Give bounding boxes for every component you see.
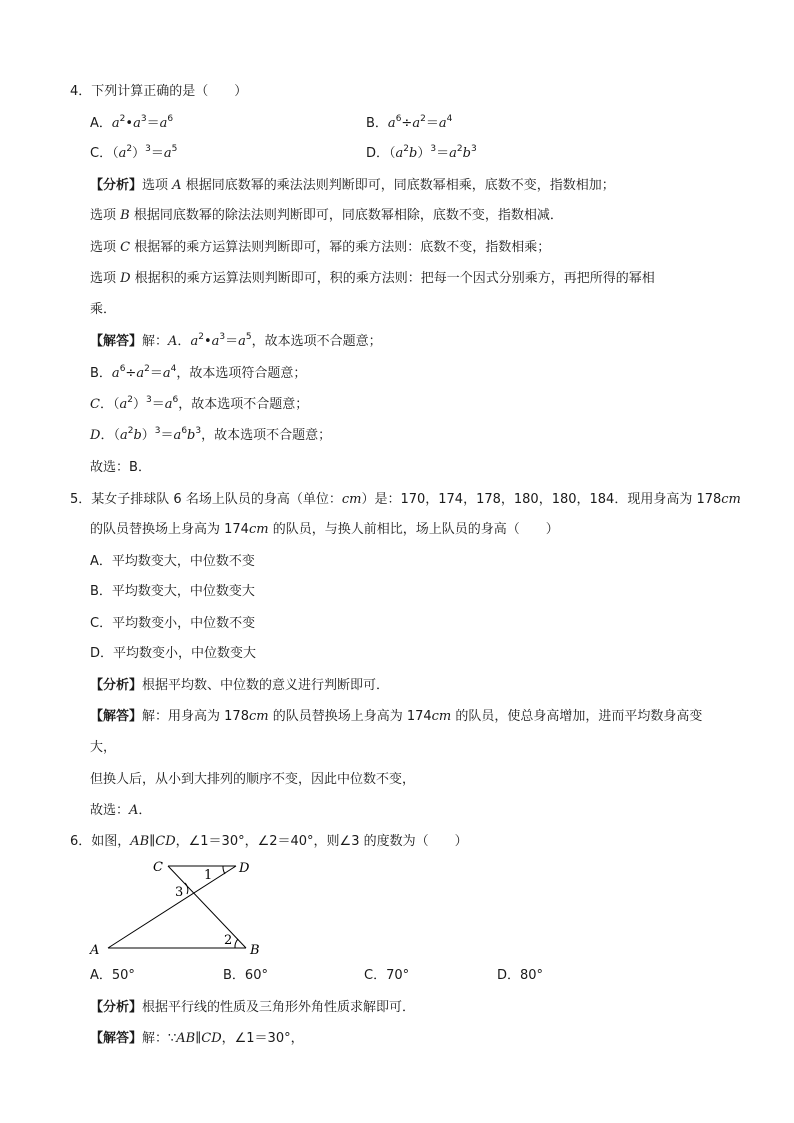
q5-option-b: B．平均数变大，中位数变大	[90, 584, 255, 599]
angle-1-arc	[223, 866, 225, 874]
q4-answer-c: C．$(a^2)^3=a^6$，故本选项不合题意；	[90, 395, 309, 412]
q5-answer-3: 但换人后，从小到大排列的顺序不变，因此中位数不变，	[90, 772, 416, 787]
q6-option-d: D．80°	[497, 968, 544, 983]
analysis-tag: 【分析】	[90, 178, 143, 193]
q4-number: 4．	[70, 84, 92, 99]
q6-option-b: B．60°	[223, 968, 268, 983]
q6-option-a: A．50°	[90, 968, 135, 983]
q4-option-a: A．$a^2•a^3=a^6$	[90, 114, 174, 131]
q5-stem-1: 5．某女子排球队 6 名场上队员的身高（单位：cm）是：170，174，178，180，180，184．现用身高为 178cm	[70, 492, 741, 507]
q6-figure	[86, 852, 276, 956]
q4-option-c: C．$(a^2)^3=a^5$	[90, 144, 178, 161]
q4-option-d: D．$(a^2b)^3=a^2b^3$	[366, 144, 477, 161]
label-d: D	[239, 861, 250, 876]
label-c: C	[153, 860, 163, 875]
q4-option-b: B．$a^6\div a^2=a^4$	[366, 114, 453, 131]
q6-analysis: 【分析】根据平行线的性质及三角形外角性质求解即可．	[90, 1000, 416, 1015]
q4-analysis-1: 【分析】选项 A 根据同底数幂的乘法法则判断即可，同底数幂相乘，底数不变，指数相加；	[90, 178, 615, 193]
segment-ad	[108, 866, 236, 948]
q4-answer-choose: 故选：B．	[90, 460, 151, 475]
q5-option-d: D．平均数变小，中位数变大	[90, 646, 257, 661]
q5-answer-1: 【解答】解：用身高为 178cm 的队员替换场上身高为 174cm 的队员，使总身高增加，进而平均数身高变	[90, 709, 703, 724]
q4-analysis-2: 选项 B 根据同底数幂的除法法则判断即可，同底数幂相除，底数不变，指数相减．	[90, 208, 563, 223]
label-b: B	[250, 943, 260, 956]
q5-analysis: 【分析】根据平均数、中位数的意义进行判断即可．	[90, 678, 390, 693]
label-angle-3: 3	[175, 885, 184, 900]
q4-stem-text: 下列计算正确的是（ ）	[91, 84, 248, 99]
q4-stem	[70, 84, 247, 100]
label-a: A	[90, 943, 100, 956]
q6-option-c: C．70°	[364, 968, 410, 983]
angle-2-arc	[235, 939, 238, 948]
q4-analysis-4: 选项 D 根据积的乘方运算法则判断即可，积的乘方法则：把每一个因式分别乘方，再把所得的幂相	[90, 271, 655, 286]
q5-answer-choose: 故选：A．	[90, 803, 152, 818]
q4-analysis-3: 选项 C 根据幂的乘方运算法则判断即可，幂的乘方法则：底数不变，指数相乘；	[90, 240, 551, 255]
q4-analysis-5: 乘．	[90, 302, 117, 317]
answer-tag: 【解答】	[90, 334, 143, 349]
q5-option-a: A．平均数变大，中位数不变	[90, 554, 255, 569]
label-angle-1: 1	[204, 868, 213, 883]
q4-answer-d: D．$(a^2b)^3=a^6b^3$，故本选项不合题意；	[90, 426, 332, 443]
q5-answer-2: 大，	[90, 740, 117, 755]
q4-answer-b: B．$a^6\div a^2=a^4$，故本选项符合题意；	[90, 364, 307, 381]
q4-answer-a: 【解答】解：A．$a^2•a^3=a^5$，故本选项不合题意；	[90, 332, 382, 349]
q5-option-c: C．平均数变小，中位数不变	[90, 616, 256, 631]
q6-answer-1: 【解答】解：∵AB∥CD，∠1＝30°，	[90, 1031, 304, 1046]
q5-stem-2: 的队员替换场上身高为 174cm 的队员，与换人前相比，场上队员的身高（ ）	[90, 522, 559, 537]
q6-stem: 6．如图，AB∥CD，∠1＝30°，∠2＝40°，则∠3 的度数为（ ）	[70, 834, 468, 849]
label-angle-2: 2	[224, 933, 233, 948]
